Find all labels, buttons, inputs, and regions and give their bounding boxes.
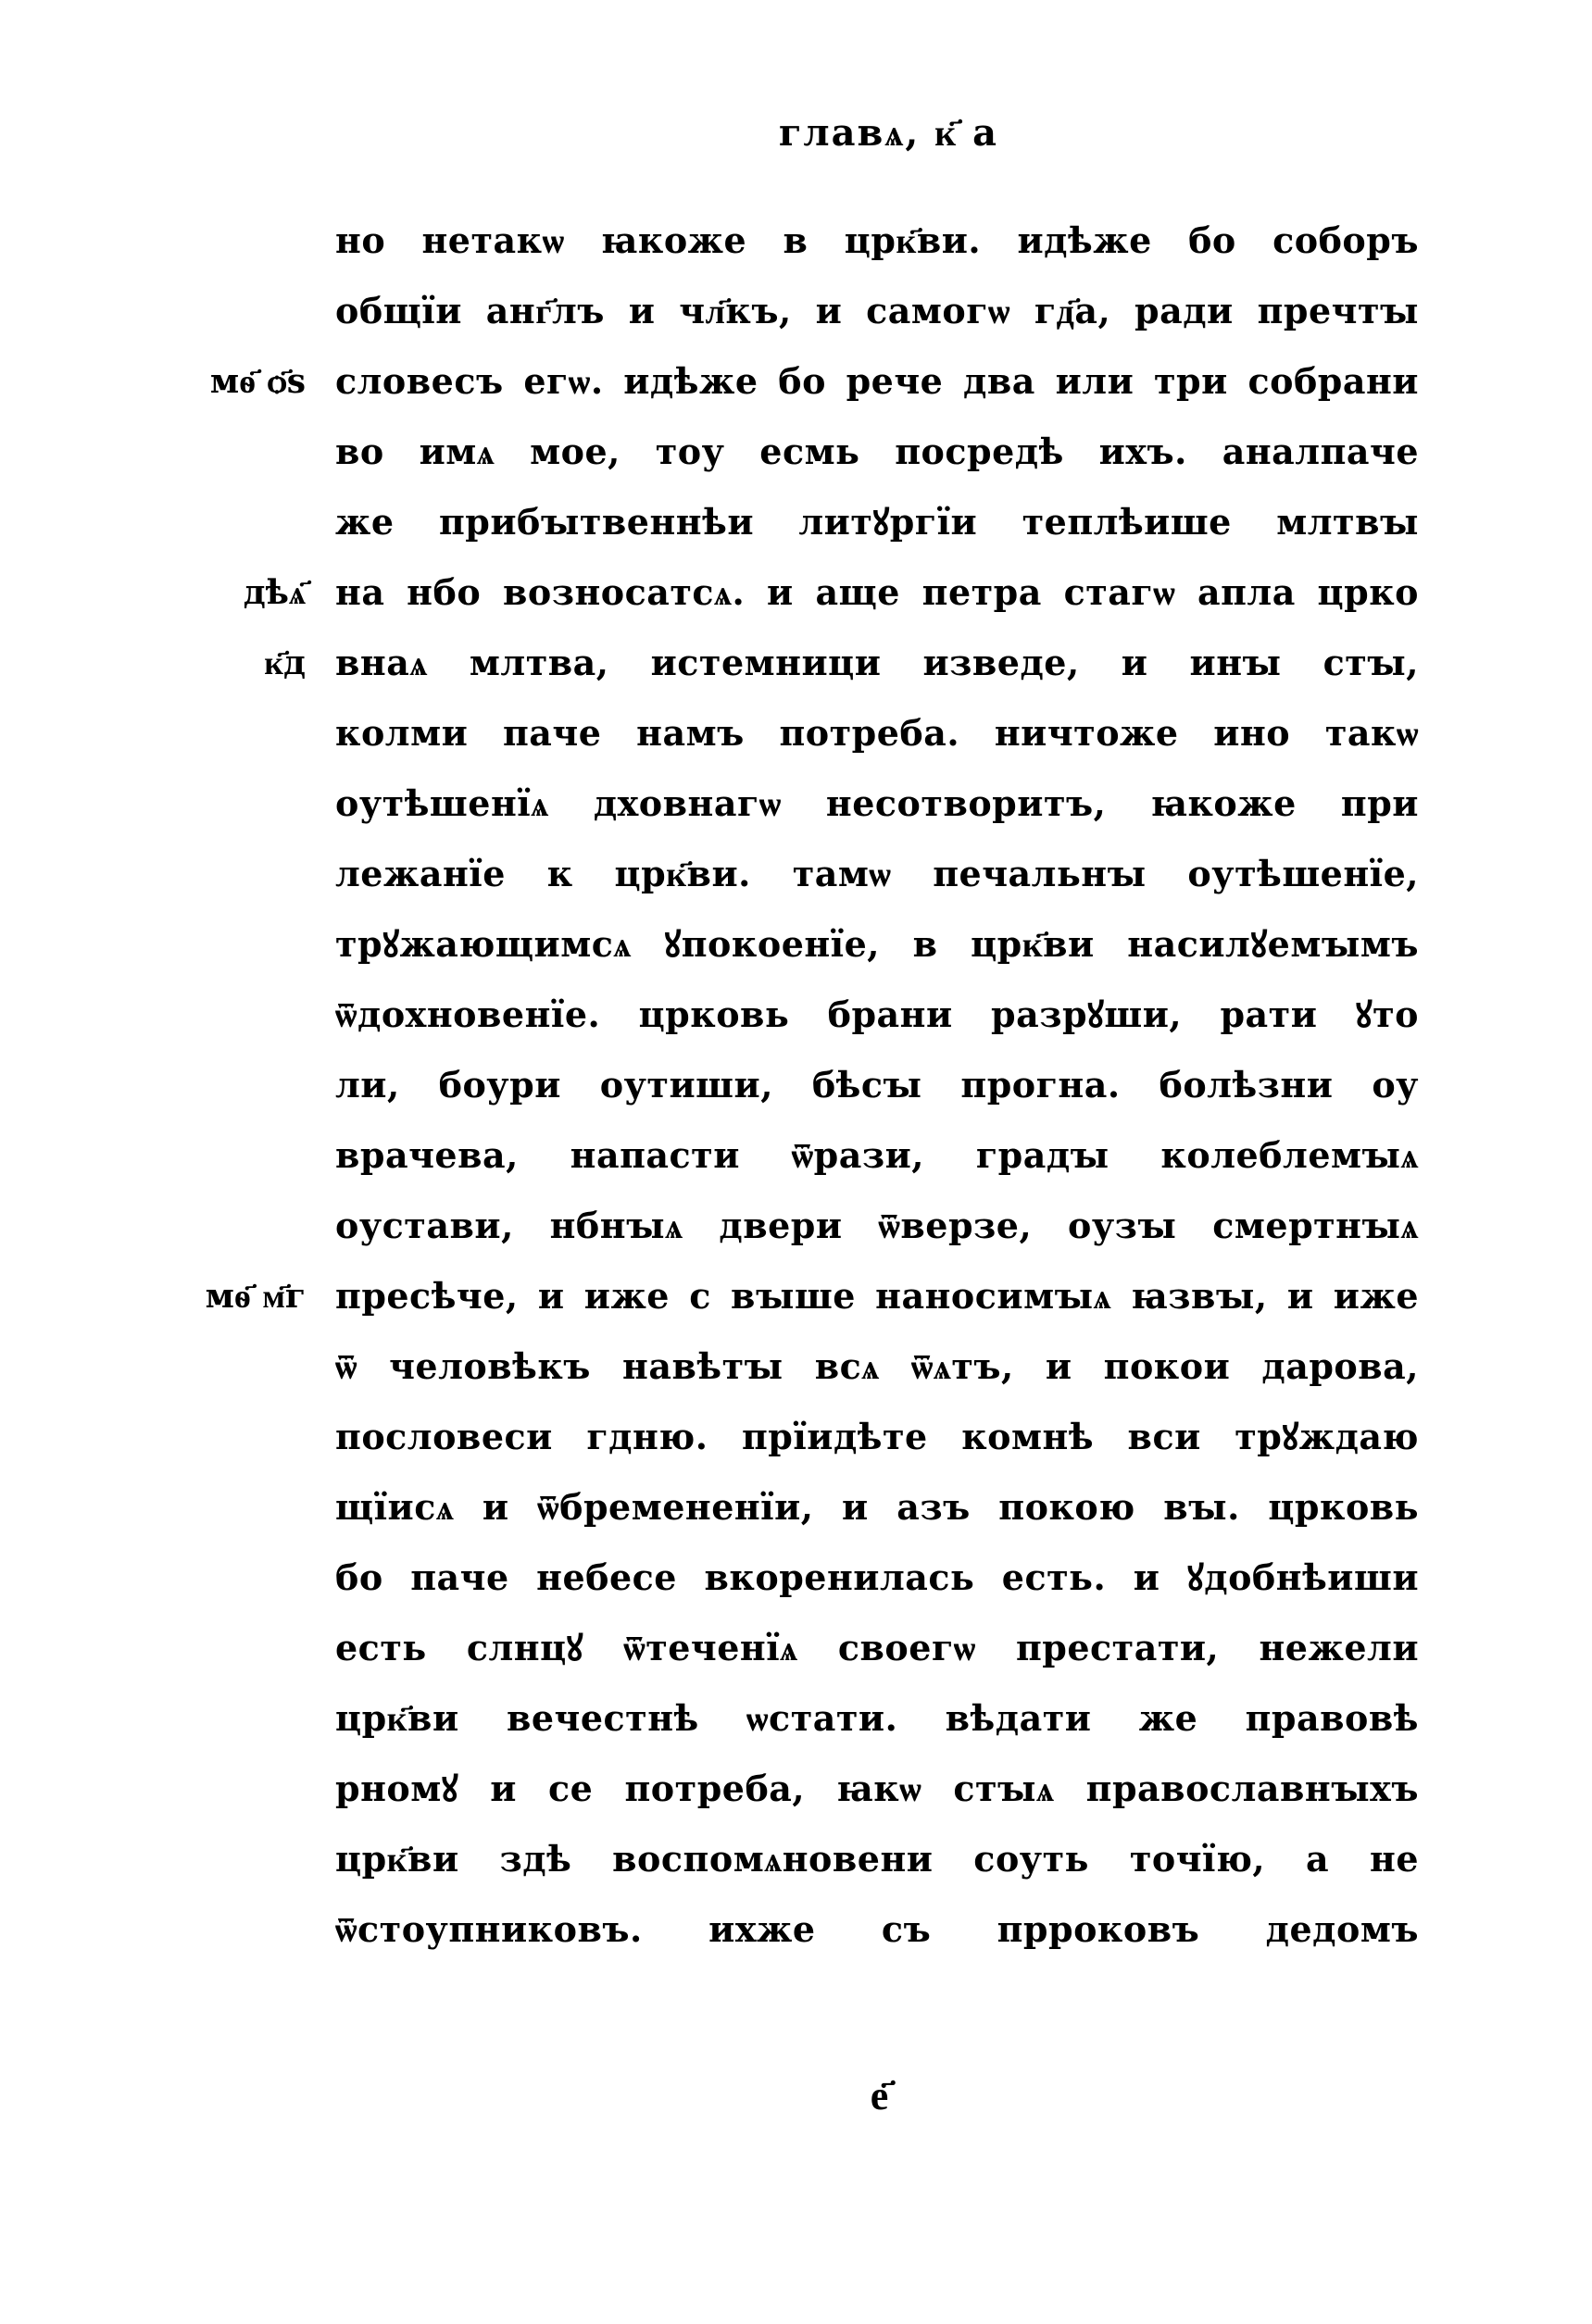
- text-line: лежанїе к црк҃ви. тамѡ печальнꙑ оутѣшенїе,: [335, 853, 1419, 894]
- margin-note: дѣѧ҃: [243, 573, 306, 612]
- margin-note: мѳ҃ ѻ҃ѕ: [209, 362, 306, 401]
- text-line: внаѧ млтва, истемници изведе, и инꙑ стꙑ,: [335, 642, 1419, 683]
- text-line: ли, боури оутиши, бѣсꙑ прогна. болѣзни оу: [335, 1064, 1419, 1106]
- text-line: црк҃ви здѣ воспомѧновени соуть точїю, а не: [335, 1838, 1419, 1880]
- text-line: есть слнцꙋ ѿтеченїѧ своегѡ престати, нежели: [335, 1627, 1419, 1668]
- margin-note: мѳ҃ м҃г: [205, 1277, 306, 1316]
- running-header: [0, 111, 1592, 155]
- text-line: но нетакѡ ꙗкоже в црк҃ви. идѣже бо соборъ: [335, 219, 1419, 261]
- text-line: пословеси гдню. прїидѣте комнѣ вси трꙋждаю: [335, 1416, 1419, 1457]
- margin-note: к҃д: [264, 643, 306, 682]
- text-line: же прибꙑтвеннѣи литꙋргїи теплѣише млтвꙑ: [335, 501, 1419, 543]
- main-text-block: [335, 206, 1419, 1965]
- text-line: колми паче намъ потреба. ничтоже ино такѡ: [335, 712, 1419, 754]
- text-line: пресѣче, и иже с вꙑше наносимꙑѧ ꙗзвꙑ, и иже: [335, 1275, 1419, 1317]
- text-line: ѿстоупниковъ. ихже съ прроковъ дедомъ: [335, 1908, 1419, 1950]
- text-line: словесъ егѡ. идѣже бо рече два или три собрани: [335, 360, 1419, 402]
- text-line: врачева, напасти ѿрази, градꙑ колеблемꙑѧ: [335, 1134, 1419, 1176]
- chapter-title: главѧ, к҃ а: [778, 111, 999, 155]
- text-line: на нбо возносатсѧ. и аще петра стагѡ апла црко: [335, 571, 1419, 613]
- page-number: е҃: [870, 2072, 889, 2119]
- text-line: во имѧ мое, тоу есмь посредѣ ихъ. аналпаче: [335, 431, 1419, 472]
- text-line: оутѣшенїѧ дховнагѡ несотворитъ, ꙗкоже при: [335, 782, 1419, 824]
- text-line: црк҃ви вечестнѣ ѡстати. вѣдати же правовѣ: [335, 1697, 1419, 1739]
- text-line: общїи анг҃лъ и чл҃къ, и самогѡ гд҃а, ради пречтꙑ: [335, 290, 1419, 331]
- text-line: бо паче небесе вкоренилась есть. и ꙋдобнѣиши: [335, 1556, 1419, 1598]
- text-line: оустави, нбнꙑѧ двери ѿверзе, оузꙑ смертнꙑѧ: [335, 1205, 1419, 1246]
- text-line: ѿ человѣкъ навѣтꙑ всѧ ѿѧтъ, и покои дарова,: [335, 1345, 1419, 1387]
- text-line: щїисѧ и ѿбремененїи, и азъ покою вꙑ. црковь: [335, 1486, 1419, 1528]
- text-line: ѿдохновенїе. црковь брани разрꙋши, рати ꙋто: [335, 993, 1419, 1035]
- text-line: трꙋжающимсѧ ꙋпокоенїе, в црк҃ви насилꙋемꙑмъ: [335, 923, 1419, 965]
- text-line: рномꙋ и се потреба, ꙗкѡ стꙑѧ православнꙑхъ: [335, 1768, 1419, 1809]
